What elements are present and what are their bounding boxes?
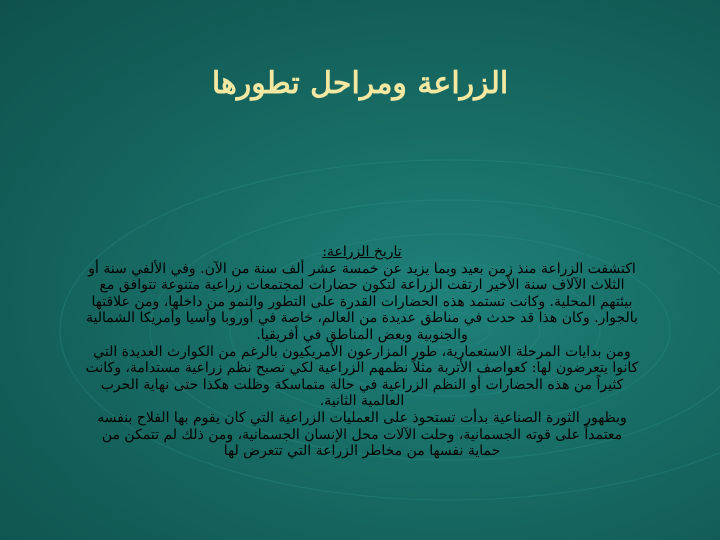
slide-body bbox=[84, 244, 640, 540]
slide-title: الزراعة ومراحل تطورها bbox=[211, 66, 509, 101]
body-paragraph: ومن بدايات المرحلة الاستعمارية، طور المزارعون الأمريكيون بالرغم من الكوارث العديدة التي كانوا يتعرضون لها: كعواصف الأتربة مثلاً نظمهم الزراعية لكي تصبح نظم زراعية مستدامة، وكانت كثيراً من هذه الحضارات أو النظم الزراعية في حالة متماسكة وظلت هكذا حتى نهاية الحرب العالمية الثانية. bbox=[85, 343, 639, 410]
body-paragraph: وبظهور الثورة الصناعية بدأت تستحوذ على العمليات الزراعية التي كان يقوم بها الفلاح بنفسه معتمداً على قوته الجسمانية، وحلت الآلات محل الإنسان الجسمانية، ومن ذلك لم تتمكن من حماية نفسها من مخاطر الزراعة التي تتعرض لها bbox=[97, 409, 627, 460]
body-paragraph: اكتشفت الزراعة منذ زمن بعيد وبما يزيد عن خمسة عشر ألف سنة من الآن. وفي الألفي سنة أو الثلاث الآلاف سنة الأخير ارتقت الزراعة لتكون حضارات لمجتمعات زراعية متنوعة تتوافق مع بيئتهم المحلية. وكانت تستمد هذه الحضارات القدرة على التطور والنمو من داخلها، ومن علاقتها بالجوار. وكان هذا قد حدث في مناطق عديدة من العالم، خاصة في أوروبا وآسيا وأمريكا الشمالية والجنوبية وبعض المناطق في أفريقيا. bbox=[86, 260, 638, 343]
section-heading: تاريخ الزراعة: bbox=[322, 244, 402, 260]
